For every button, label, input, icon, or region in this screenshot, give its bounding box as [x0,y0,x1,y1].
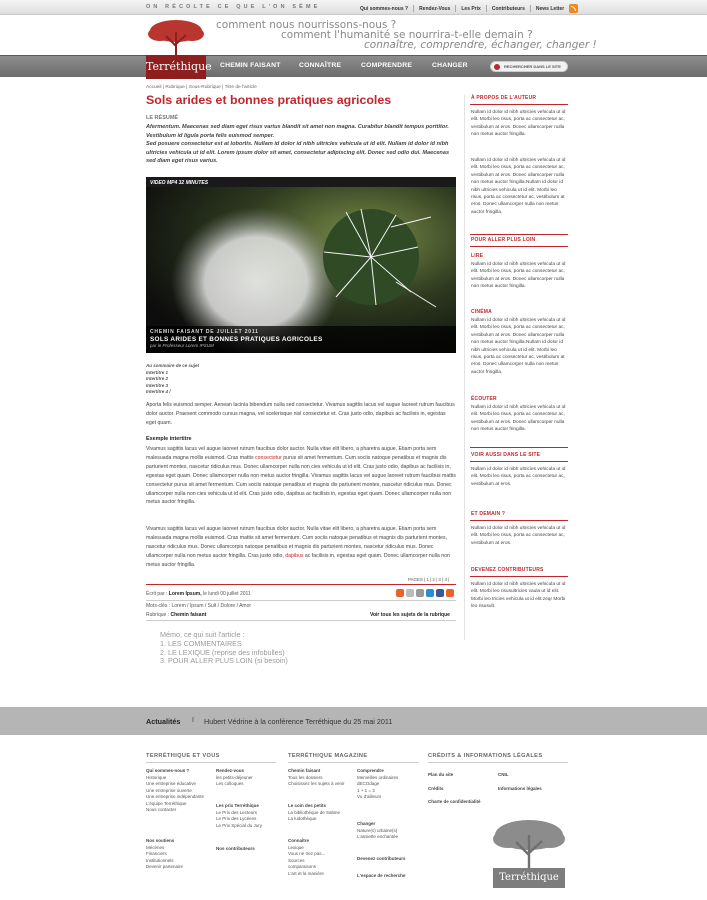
search-icon[interactable] [494,64,500,70]
footer-link[interactable]: Charte de confidentialité [428,799,481,804]
footer-heading-magazine: TERRÉTHIQUE MAGAZINE [288,753,368,759]
top-link-newsletter[interactable]: News Letter [535,5,565,12]
video-label: VIDEO MP4 32 MINUTES [150,180,209,186]
footer-link[interactable]: Le Prix des Lecteurs [216,809,258,815]
footer-link[interactable]: Qui sommes-nous ? [146,768,190,773]
footer-link[interactable]: Nature(s) urbaine(s) [357,827,398,833]
news-separator: I [192,717,194,724]
footer-list [146,768,204,814]
footer-link[interactable]: Nous contacter [146,807,177,812]
footer-list [357,768,398,801]
headline-line-2: comment l'humanité se nourrira-t-elle demain ? [281,29,533,41]
keywords[interactable]: Mots-clés : Lorem / Ipsum / Sult / Dolore / Amor [146,603,252,609]
facebook-icon[interactable] [436,589,444,597]
email-icon[interactable] [416,589,424,597]
footer-link[interactable]: Vous ne Irez pas... [288,851,326,856]
sidebar-heading-voir: VOIR AUSSI DANS LE SITE [471,452,541,458]
logo-tree-icon[interactable] [146,18,206,58]
footer-link[interactable]: Changer [357,821,376,826]
sidebar-text-about-1: Nullam id dolor id nibh ultricies vehicula ut id elit. Morbi leo risus, porta ac consectetur ac, vestibulum at eros. Donec ullamcorper nulla non metus auctor fringilla. [471,110,566,138]
divider [470,520,568,521]
site-tagline: ON RÉCOLTE CE QUE L'ON SÈME [146,4,321,10]
sidebar-heading-more: POUR ALLER PLUS LOIN [471,237,536,243]
footer-link[interactable]: Tous les dossiers [288,774,323,780]
nav-changer[interactable]: CHANGER [432,62,468,69]
footer-link[interactable]: Le Prix des Lycéens [216,816,257,821]
divider [470,104,568,105]
footer-link[interactable]: Rendez-vous [216,768,245,773]
brand-logo[interactable]: Terréthique [146,55,206,79]
footer-list [216,803,262,829]
footer-link[interactable]: 1 + 1 = 3 [357,787,375,793]
summary-link[interactable]: Intertitre 2 [146,376,169,382]
footer-brand-logo[interactable]: Terréthique [493,868,565,888]
footer-list [357,873,405,880]
footer-list [288,803,340,823]
resume-line-2: Sed posuere consectetur est at lobortis. Nullam id dolor id nibh ultricies vehicula ut id elit. Nullam id dolor id nibh ultricies vehicula ut id elit. Lorem ipsum dolor sit amet, consectetur adipiscing elit. Donec sed odio dui. Maecenas sed diam eget risus varius. [146,141,450,165]
footer-link[interactable]: Les prix Terréthique [216,803,259,808]
footer-link[interactable]: Institutionnels [146,857,174,863]
footer-link[interactable]: comparaisons [288,864,317,869]
share-icon[interactable] [446,589,454,597]
footer-link[interactable]: Le Prix Spécial du Jury [216,822,263,828]
headline-line-3: connaître, comprendre, échanger, changer ! [364,39,597,51]
top-link-contributeurs[interactable]: Contributeurs [491,5,525,12]
footer-heading-credits: CRÉDITS & INFORMATIONS LÉGALES [428,753,543,759]
summary-link[interactable]: Intertitre 3 [146,382,169,388]
footer-link[interactable]: CNIL [498,772,509,777]
resume-heading: LE RÉSUMÉ [146,115,179,121]
footer-link[interactable]: L'espace de recherche [357,873,406,878]
divider [146,620,456,621]
resume-text [146,123,456,166]
footer-link[interactable]: L'assiette enchantée [357,834,399,839]
footer-link[interactable]: Choisissez les sujets à venir [288,781,345,786]
divider [486,5,487,12]
search-placeholder: RECHERCHER DANS LE SITE [504,64,561,69]
headline-line-1: comment nous nourrissons-nous ? [216,19,397,31]
sidebar-heading-ecouter: ÉCOUTER [471,396,497,402]
sidebar-text-demain: Nullam id dolor id nibh ultricies vehicula ut id elit. Morbi leo risus, porta ac consectetur ac, vestibulum at eros. [471,526,566,546]
footer-link[interactable]: Mécènes [146,844,165,850]
print-icon[interactable] [406,589,414,597]
page-title: Sols arides et bonnes pratiques agricoles [146,93,392,107]
video-caption [146,326,456,353]
sidebar-heading-cinema: CINÉMA [471,309,492,315]
byline-label: Écrit par : [146,591,169,597]
footer-link[interactable]: La ludothèque [288,816,317,821]
footer-list [288,768,345,788]
article-paragraph-3 [146,525,456,570]
pagination[interactable]: PAGES | 1 | 2 | 3 | 4 | [408,577,450,582]
footer-link[interactable]: Devenir partenaire [146,864,184,869]
sidebar-text-ecouter: Nullam id dolor id nibh ultricies vehicula ut id elit. Morbi leo risus, porta ac consectetur ac, vestibulum at eros. Donec ullamcorper nulla non metus auctor fringilla. [471,405,566,433]
footer-link[interactable]: Comprendre [357,768,384,773]
video-caption-series: CHEMIN FAISANT DE JUILLET 2011 [150,329,259,335]
news-headline[interactable]: Hubert Védrine à la conférence Terréthique du 25 mai 2011 [204,717,393,726]
top-bar [0,0,707,15]
divider [470,576,568,577]
sidebar-heading-contrib: DEVENEZ CONTRIBUTEURS [471,567,544,573]
footer-link[interactable]: Une entreprise éducative [146,781,197,786]
byline-author[interactable]: Lorem Ipsum, [168,591,202,597]
footer-list [146,838,183,871]
footer-link[interactable]: Chemin faisant [288,768,321,773]
article-paragraph-1: Aporta felis euismod semper. Aenean lacinia bibendum nulla sed consectetur. Vivamus sagittis lacus vel augue laoreet rutrum faucibus dolor auctor. Praesent commodo cursus magna, vel scelerisque nisl consectetur et. Cras justo odio, dapibus ac facilisis in, egestas eget quam. [146,402,455,426]
sidebar-divider [464,95,465,640]
summary-list [146,363,199,396]
footer-link[interactable]: Devenez contributeurs [357,856,406,861]
memo-list [160,631,288,666]
divider [146,762,276,763]
divider [455,5,456,12]
rubrique-link[interactable]: Chemin faisant [170,612,207,618]
footer-list [498,768,542,795]
footer-link[interactable]: Les colloques [216,781,244,786]
resume-line-1: Afermentum. Maecenas sed diam eget risus varius blandit sit amet non magna. Curabitur blandit tempus porttitor. Vestibulum id ligula porta felis euismod semper. [146,124,449,139]
footer-link[interactable]: les petits-déjeuner [216,774,253,780]
footer-list [288,838,325,877]
memo-heading: Mémo, ce qui suit l'article : [160,630,245,639]
top-link-prix[interactable]: Les Prix [461,5,481,12]
footer-link[interactable]: Informations légales [498,785,542,791]
video-caption-title: SOLS ARIDES ET BONNES PRATIQUES AGRICOLES [150,336,323,343]
inline-link[interactable]: dapibus [285,552,304,559]
rubrique [146,612,206,618]
video-caption-author: par le Professeur Lorem IPSUM [150,343,214,348]
footer-link[interactable]: Historique [146,774,167,780]
paragraph-text: Vivamus sagittis lacus vel augue laoreet rutrum faucibus dolor auctor. Nulla vitae elit libero, a pharetra augue. Etiam porta sem malesuada magna mollis euismod. Cras mattis [146,446,437,461]
sidebar-heading-demain: ET DEMAIN ? [471,511,506,517]
inline-link[interactable]: consectetur [254,454,282,461]
footer-link[interactable]: Financiers [146,851,167,856]
footer-link[interactable]: Lexique [288,844,304,850]
footer-link[interactable]: L'équipe Terréthique [146,800,187,806]
top-nav [360,4,578,13]
divider [470,246,568,247]
footer-list [216,768,253,788]
divider [146,600,456,601]
rss-share-icon[interactable] [396,589,404,597]
footer-link[interactable]: Crédits [428,785,444,791]
share-icons [396,589,456,597]
main-nav [0,55,707,77]
summary-link[interactable]: Intertitre 4 / [146,389,171,395]
top-link-about[interactable]: Qui sommes-nous ? [360,5,409,12]
sidebar-heading-about: À PROPOS DE L'AUTEUR [471,95,537,101]
rubrique-label: Rubrique : [146,612,171,618]
header-headline [216,19,597,54]
divider [146,584,456,585]
nav-connaitre[interactable]: CONNAÎTRE [299,62,342,69]
footer-link[interactable]: Merveilles ordinaires [357,774,399,780]
divider [470,234,568,235]
news-label: Actualités [146,717,181,726]
memo-item: 1. LES COMMENTAIRES [160,638,242,648]
footer-link[interactable]: L'art et la manière [288,870,324,876]
divider [428,762,568,763]
divider [530,5,531,12]
divider [288,762,418,763]
nav-comprendre[interactable]: COMPRENDRE [361,62,413,69]
footer-link[interactable]: dECOdage [357,781,380,786]
footer-list [357,856,406,863]
sidebar-text-contrib: Nullam id dolor id nibh ultricies vehicula ut id elit. Morbi leo risusultricies vaula ut id elit. Morbi leo tricies vehicula ut id elit.zeqr Morbi leo risusult. [471,582,566,610]
footer-link[interactable]: Nos soutiens [146,838,175,843]
footer-list [357,821,398,841]
news-bar [0,707,707,735]
footer-link[interactable]: Nos contributeurs [216,846,255,851]
footer-link[interactable]: Vu d'ailleurs [357,794,382,799]
sidebar-text-lire: Nullam id dolor id nibh ultricies vehicula ut id elit. Morbi leo risus, porta ac consectetur ac, vestibulum at eros. Donec ullamcorper nulla non metus auctor fringilla. [471,262,566,290]
article-paragraph-2 [146,445,456,507]
summary-heading: Au sommaire de ce sujet [146,363,200,368]
footer-list [428,768,481,809]
search-input[interactable] [490,61,568,72]
divider [413,5,414,12]
video-player[interactable] [146,177,456,353]
summary-link[interactable]: Intertitre 1 [146,369,169,375]
memo-item: 2. LE LEXIQUE (reprise des infobulles) [160,647,285,657]
divider [470,447,568,448]
sidebar-heading-lire: LIRE [471,253,484,259]
paragraph-text: ac facilisis in, egestas eget quam. Donec ullamcorper nulla non metus auctor fringilla. [146,552,450,568]
footer-list [216,846,255,853]
footer-link[interactable]: Connaître [288,838,310,843]
sidebar-text-voir: Nullam id dolor id nibh ultricies vehicula ut id elit. Morbi leo risus, porta ac consectetur ac, vestibulum at eros. [471,467,566,487]
intertitle-heading: Exemple intertitre [146,436,192,442]
divider [470,461,568,462]
footer-link[interactable]: Sources [288,857,305,863]
breadcrumb[interactable]: Accueil | Rubrique | Sous-Rubrique | Titre de l'article [146,85,257,90]
byline [146,591,251,597]
rss-icon[interactable] [569,4,578,13]
sidebar-text-cinema: Nullam id dolor id nibh ultricies vehicula ut id elit. Morbi leo risus, porta ac consectetur ac, vestibulum at eros. Donec ullamcorper nulla non metus auctor fringilla.Nullam id dolor id nibh ultricies vehicula ut id elit. Morbi leo risus, porta ac consectetur ac, vestibulum at eros. Donec ullamcorper nulla non metus auctor fringilla. [471,318,566,375]
top-link-rendezvous[interactable]: Rendez-Vous [419,5,451,12]
footer-link[interactable]: Une entreprise ouverte [146,787,192,793]
footer-link[interactable]: La bibliothèque de Sabine [288,809,341,815]
nav-chemin-faisant[interactable]: CHEMIN FAISANT [220,62,281,69]
footer-link[interactable]: Plan du site [428,772,454,777]
twitter-icon[interactable] [426,589,434,597]
sidebar-text-about-2: Nullam id dolor id nibh ultricies vehicula ut id elit. Morbi leo risus, porta ac consectetur ac, vestibulum at eros. Donec ullamcorper nulla non metus auctor fringilla.Nullam id dolor id nibh ultricies vehicula ut id elit. Morbi leo risus, porta ac consectetur ac, vestibulum at eros. Donec ullamcorper nulla non metus auctor fringilla. [471,158,566,215]
see-all-link[interactable]: Voir tous les sujets de la rubrique [370,612,450,618]
footer-link[interactable]: Le coin des petits [288,803,327,808]
footer-heading-vous: TERRÉTHIQUE ET VOUS [146,753,220,759]
paragraph-text: purus sit amet fermentum. Cum sociis natoque penatibus et magnis dis parturient montes, nascetur ridiculus mus. Donec ullamcorper nulla non cies vehicula ut id elit. Cras justo odio, dapibus ac facilisis in, egestas eget quam. Donec ullamcorper nulla non metus auctor fringilla. Vivamus sagittis lacus vel augue laoreet rutrum faucibus mattis consectetur purus sit amet fermentum. Cum sociis natoque penatibus et magnis dis parturient montes, nascetur ridiculus mus. Donec ullamcorper nulla non cies vehicula ut id elit. Cras justo odio, dapibus ac facilisis in, egestas eget quam. Donec ullamcorper nulla non metus auctor fringilla. [146,454,456,506]
byline-date: le lundi 00 juillet 2011 [201,591,251,597]
footer-link[interactable]: Une entreprise indépendante [146,794,205,799]
memo-item: 3. POUR ALLER PLUS LOIN (si besoin) [160,656,288,666]
paragraph-text: Vivamus sagittis lacus vel augue laoreet rutrum faucibus dolor auctor. Nulla vitae elit libero, a pharetra augue. Etiam porta sem malesuada magna mollis euismod. Cras mattis sit amet fermentum. Cum sociis natoque penatibus et magnis dis parturient montes, nascetur ridiculus mus. Donec ullamcorpis natoque penatibus et magnis dis parturient montes, nascetur ridiculus mus. Donec ullamcorper nulla non metus auctor fringilla. Cras justo odio, [146,526,448,559]
